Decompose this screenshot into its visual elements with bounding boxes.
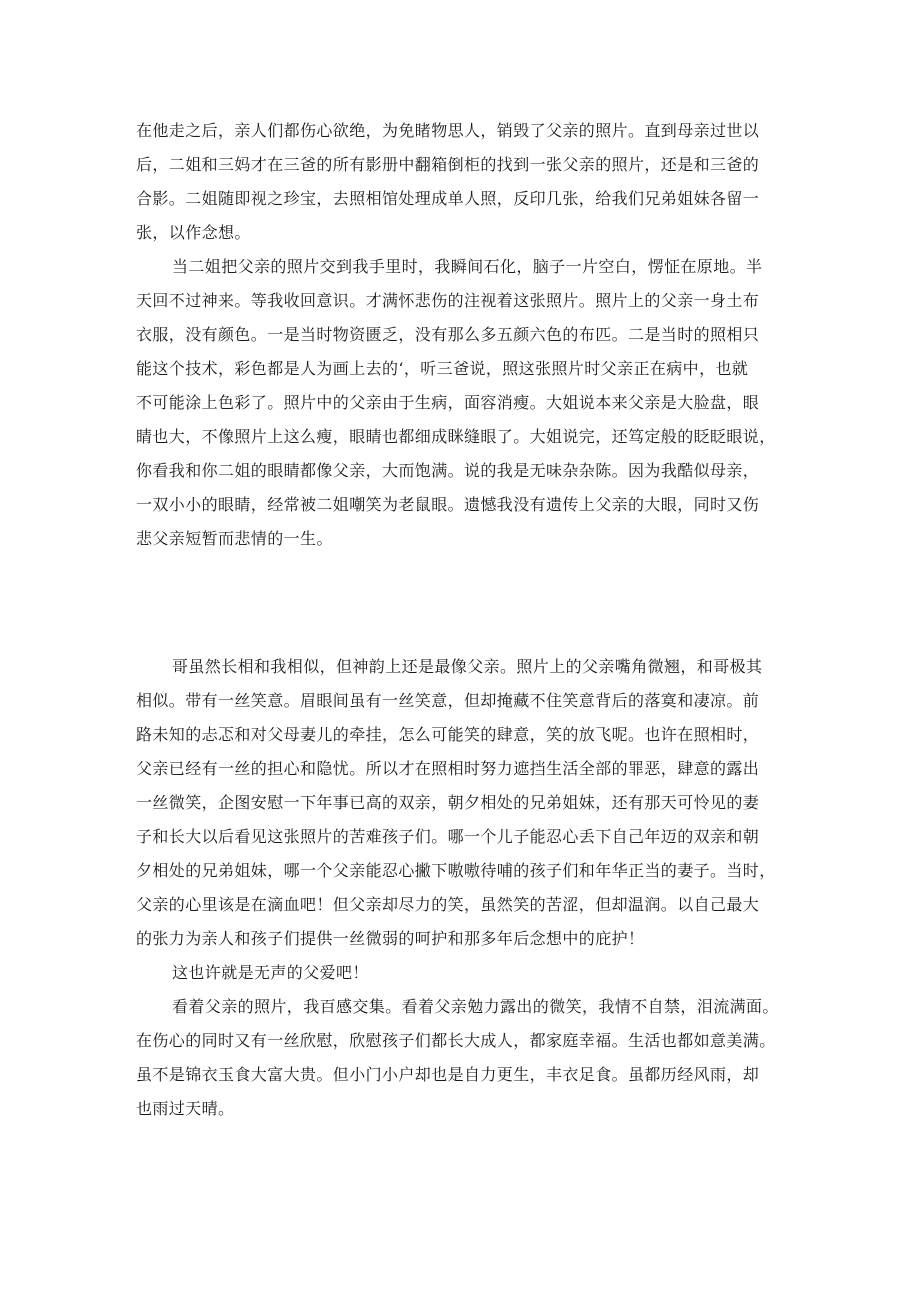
paragraph-line: 不可能涂上色彩了。照片中的父亲由于生病，面容消瘦。大姐说本来父亲是大脸盘，眼 (136, 393, 760, 412)
paragraph-line: 衣服，没有颜色。一是当时物资匮乏，没有那么多五颜六色的布匹。二是当时的照相只 (136, 325, 760, 344)
paragraph-line: 在伤心的同时又有一丝欣慰，欣慰孩子们都长大成人，都家庭幸福。生活也都如意美满。 (136, 1031, 776, 1050)
paragraph-line: 合影。二姐随即视之珍宝，去照相馆处理成单人照，反印几张，给我们兄弟姐妹各留一 (136, 189, 760, 208)
paragraph-line: 当二姐把父亲的照片交到我手里时，我瞬间石化，脑子一片空白，愣怔在原地。半 (172, 257, 763, 276)
paragraph-line: 悲父亲短暂而悲情的一生。 (136, 529, 333, 548)
text-block-top (136, 114, 796, 556)
paragraph-line: 看着父亲的照片，我百感交集。看着父亲勉力露出的微笑，我情不自禁，泪流满面。 (172, 997, 779, 1016)
paragraph-5 (136, 990, 796, 1126)
paragraph-line: 睛也大，不像照片上这么瘦，眼睛也都细成眯缝眼了。大姐说完，还笃定般的眨眨眼说， (136, 427, 776, 446)
paragraph-line: 子和长大以后看见这张照片的苦难孩子们。哪一个儿子能忍心丢下自己年迈的双亲和朝 (136, 827, 760, 846)
paragraph-4 (136, 956, 796, 990)
paragraph-line: 也雨过天晴。 (136, 1099, 235, 1118)
paragraph-line: 一丝微笑，企图安慰一下年事已高的双亲，朝夕相处的兄弟姐妹，还有那天可怜见的妻 (136, 793, 760, 812)
paragraph-line: 在他走之后，亲人们都伤心欲绝，为免睹物思人，销毁了父亲的照片。直到母亲过世以 (136, 121, 760, 140)
paragraph-line: 路未知的忐忑和对父母妻儿的牵挂，怎么可能笑的肆意，笑的放飞呢。也许在照相时， (136, 725, 760, 744)
paragraph-3 (136, 650, 796, 956)
paragraph-line: 父亲的心里该是在滴血吧！但父亲却尽力的笑，虽然笑的苦涩，但却温润。以自己最大 (136, 895, 760, 914)
paragraph-line: 哥虽然长相和我相似，但神韵上还是最像父亲。照片上的父亲嘴角微翘，和哥极其 (172, 657, 763, 676)
paragraph-line: 你看我和你二姐的眼睛都像父亲，大而饱满。说的我是无味杂杂陈。因为我酷似母亲， (136, 461, 760, 480)
paragraph-line: 这也许就是无声的父爱吧！ (172, 963, 369, 982)
text-block-bottom (136, 650, 796, 1126)
paragraph-line: 的张力为亲人和孩子们提供一丝微弱的呵护和那多年后念想中的庇护！ (136, 929, 645, 948)
paragraph-1 (136, 114, 796, 250)
paragraph-line: 天回不过神来。等我收回意识。才满怀悲伤的注视着这张照片。照片上的父亲一身土布 (136, 291, 760, 310)
paragraph-line: 夕相处的兄弟姐妹，哪一个父亲能忍心撇下嗷嗷待哺的孩子们和年华正当的妻子。当时， (136, 861, 776, 880)
paragraph-line: 张，以作念想。 (136, 223, 251, 242)
paragraph-line: 能这个技术，彩色都是人为画上去的‘，听三爸说，照这张照片时父亲正在病中，也就 (136, 359, 749, 378)
paragraph-line: 相似。带有一丝笑意。眉眼间虽有一丝笑意，但却掩藏不住笑意背后的落寞和凄凉。前 (136, 691, 760, 710)
paragraph-line: 父亲已经有一丝的担心和隐忧。所以才在照相时努力遮挡生活全部的罪恶，肆意的露出 (136, 759, 760, 778)
paragraph-line: 虽不是锦衣玉食大富大贵。但小门小户却也是自力更生，丰衣足食。虽都历经风雨，却 (136, 1065, 760, 1084)
paragraph-line: 后，二姐和三妈才在三爸的所有影册中翻箱倒柜的找到一张父亲的照片，还是和三爸的 (136, 155, 760, 174)
paragraph-line: 一双小小的眼睛，经常被二姐嘲笑为老鼠眼。遗憾我没有遗传上父亲的大眼，同时又伤 (136, 495, 760, 514)
paragraph-2 (136, 250, 796, 556)
